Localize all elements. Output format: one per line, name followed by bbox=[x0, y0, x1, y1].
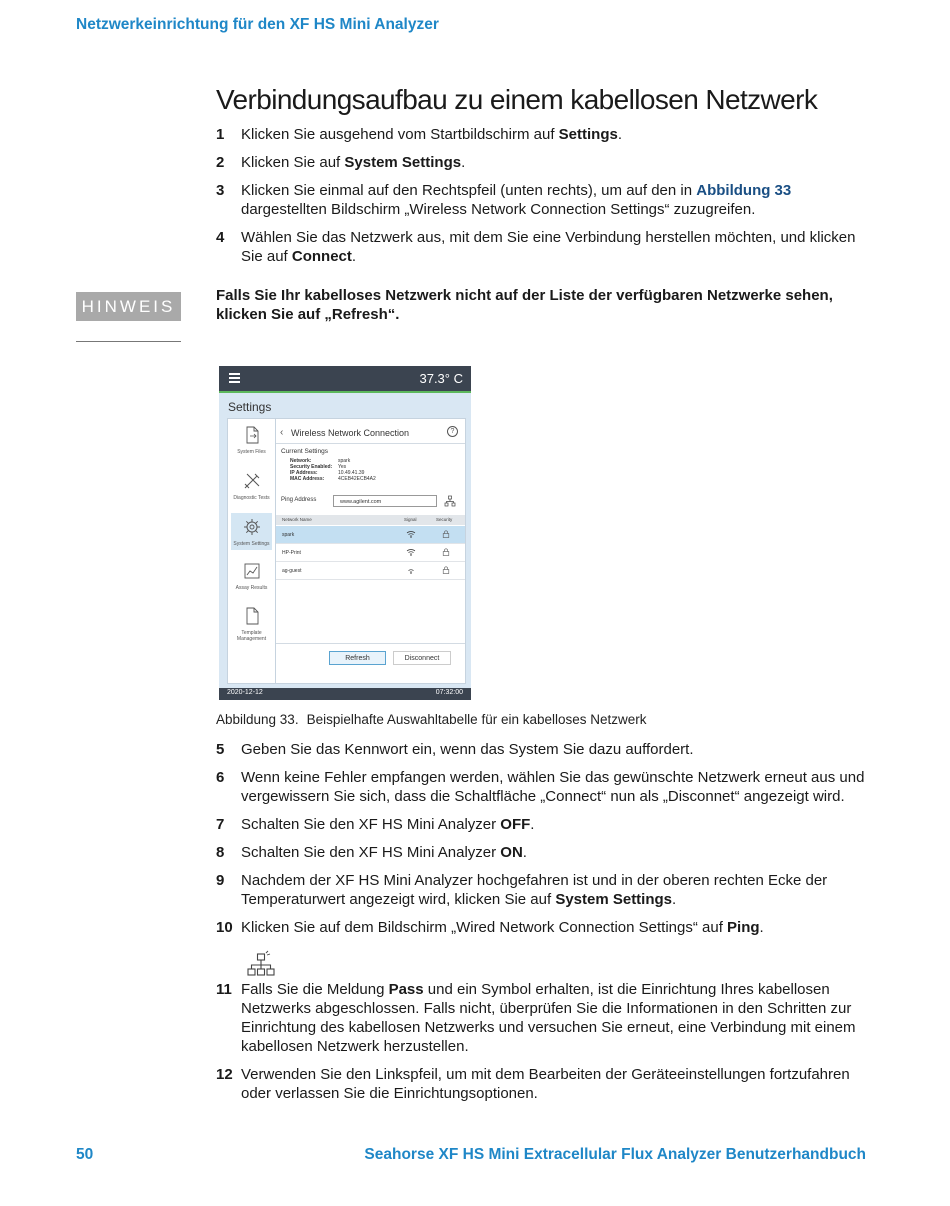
running-header: Netzwerkeinrichtung für den XF HS Mini Analyzer bbox=[76, 16, 439, 33]
step-number: 2 bbox=[216, 154, 225, 171]
device-title-bar bbox=[219, 366, 471, 391]
step-text: Klicken Sie auf bbox=[241, 154, 345, 171]
refresh-button[interactable]: Refresh bbox=[329, 651, 386, 665]
figure-caption bbox=[216, 712, 647, 727]
settings-sidebar bbox=[228, 419, 276, 683]
step-1 bbox=[216, 125, 866, 144]
step-number: 8 bbox=[216, 844, 225, 861]
device-screenshot bbox=[219, 366, 471, 700]
step-text: Schalten Sie den XF HS Mini Analyzer bbox=[241, 816, 501, 833]
page-number: 50 bbox=[76, 1146, 94, 1163]
caption-label: Abbildung 33. bbox=[216, 712, 299, 727]
step-2 bbox=[216, 153, 866, 172]
ping-address-label: Ping Address bbox=[281, 497, 317, 503]
step-bold: Pass bbox=[388, 981, 424, 998]
sidebar-item-template-management[interactable] bbox=[231, 606, 272, 642]
figure-link[interactable]: Abbildung 33 bbox=[696, 182, 792, 199]
step-text-end: und ein Symbol erhalten, ist die Einrichtung Ihres kabellosen Netzwerks abgeschlossen. Falls nicht, überprüfen Sie die Informationen in den Schritten zur Einrichtung des kabellosen Netzwerks und versuchen Sie erneut, eine Verbindung mit einem kabellosen Netzwerk herzustellen. bbox=[241, 981, 856, 1055]
temperature-readout: 37.3° C bbox=[419, 371, 463, 386]
disconnect-button[interactable]: Disconnect bbox=[393, 651, 451, 665]
setting-value: 10.49.41.39 bbox=[338, 470, 365, 476]
device-status-bar bbox=[219, 688, 471, 700]
step-text: Falls Sie die Meldung bbox=[241, 981, 389, 998]
gear-icon bbox=[242, 517, 262, 537]
network-name: spark bbox=[282, 532, 295, 538]
step-text: Klicken Sie einmal auf den Rechtspfeil (unten rechts), um auf den in bbox=[241, 182, 697, 199]
wifi-signal-icon bbox=[406, 566, 416, 574]
setting-key: Network: bbox=[290, 458, 312, 464]
step-text: Klicken Sie auf dem Bildschirm „Wired Network Connection Settings“ auf bbox=[241, 919, 728, 936]
step-number: 3 bbox=[216, 182, 225, 199]
divider bbox=[276, 443, 465, 444]
step-text: Verwenden Sie den Linkspfeil, um mit dem Bearbeiten der Geräteeinstellungen fortzufahren oder verlassen Sie die Einrichtungsoptionen. bbox=[241, 1066, 850, 1102]
device-date: 2020-12-12 bbox=[227, 689, 263, 696]
step-bold: Connect bbox=[291, 248, 352, 265]
step-11 bbox=[216, 980, 866, 1056]
network-row-ag-guest[interactable] bbox=[276, 562, 465, 580]
network-row-hp-print[interactable] bbox=[276, 544, 465, 562]
lock-icon bbox=[442, 566, 450, 574]
sidebar-item-assay-results[interactable] bbox=[231, 561, 272, 591]
sidebar-item-label: Assay Results bbox=[235, 585, 268, 591]
col-network-name: Network Name bbox=[282, 517, 312, 522]
sidebar-item-label: System Settings bbox=[233, 541, 270, 547]
screen-title: Wireless Network Connection bbox=[291, 428, 410, 438]
setting-key: Security Enabled: bbox=[290, 464, 333, 470]
hamburger-menu-icon[interactable] bbox=[229, 373, 240, 383]
step-text: Nachdem der XF HS Mini Analyzer hochgefahren ist und in der oberen rechten Ecke der Temperaturwert angezeigt wird, klicken Sie auf bbox=[241, 872, 828, 908]
setting-value: spark bbox=[338, 458, 351, 464]
sidebar-item-label: Diagnostic Tests bbox=[233, 495, 270, 501]
step-number: 10 bbox=[216, 919, 233, 936]
step-text: Wählen Sie das Netzwerk aus, mit dem Sie eine Verbindung herstellen möchten, und klicken Sie auf bbox=[241, 229, 856, 265]
step-number: 6 bbox=[216, 769, 225, 786]
ping-network-icon[interactable] bbox=[444, 495, 456, 507]
step-text-end: . bbox=[617, 126, 623, 143]
col-signal: Signal bbox=[404, 517, 417, 522]
step-text-end: . bbox=[351, 248, 357, 265]
setting-mac bbox=[290, 476, 376, 482]
sidebar-item-system-files[interactable] bbox=[231, 425, 272, 455]
ping-address-input[interactable]: www.agilent.com bbox=[333, 495, 437, 507]
step-text-end: . bbox=[759, 919, 764, 936]
note-text: Falls Sie Ihr kabelloses Netzwerk nicht auf der Liste der verfügbaren Netzwerke sehen, klicken Sie auf „Refresh“. bbox=[216, 287, 833, 323]
setting-key: MAC Address: bbox=[290, 476, 325, 482]
settings-title: Settings bbox=[228, 400, 272, 414]
step-10 bbox=[216, 918, 866, 937]
step-text-end: . bbox=[522, 844, 527, 861]
footer-title: Seahorse XF HS Mini Extracellular Flux Analyzer Benutzerhandbuch bbox=[364, 1146, 866, 1163]
step-3 bbox=[216, 181, 866, 219]
step-5 bbox=[216, 740, 866, 759]
step-text: Klicken Sie ausgehend vom Startbildschirm auf bbox=[241, 126, 559, 143]
lock-icon bbox=[442, 530, 450, 538]
step-text: Geben Sie das Kennwort ein, wenn das System Sie dazu auffordert. bbox=[241, 741, 694, 758]
sidebar-item-label: Template Management bbox=[236, 630, 267, 642]
setting-value: 4CEB42ECB4A2 bbox=[338, 476, 376, 482]
step-text: Wenn keine Fehler empfangen werden, wählen Sie das gewünschte Netzwerk erneut aus und vergewissern Sie sich, dass die Schaltfläche „Connect“ nun als „Disconnet“ angezeigt wird. bbox=[241, 769, 865, 805]
setting-key: IP Address: bbox=[290, 470, 318, 476]
document-icon bbox=[242, 606, 262, 626]
col-security: Security bbox=[436, 517, 453, 522]
sidebar-item-label: System Files bbox=[237, 449, 266, 455]
step-text: Schalten Sie den XF HS Mini Analyzer bbox=[241, 844, 501, 861]
settings-panel bbox=[227, 418, 466, 684]
step-number: 9 bbox=[216, 872, 225, 889]
step-bold: ON bbox=[500, 844, 523, 861]
step-text-end: . bbox=[461, 154, 466, 171]
step-text-end: . bbox=[530, 816, 535, 833]
step-7 bbox=[216, 815, 866, 834]
step-8 bbox=[216, 843, 866, 862]
step-bold: System Settings bbox=[555, 891, 673, 908]
file-icon bbox=[242, 425, 262, 445]
help-icon[interactable]: ? bbox=[447, 426, 458, 437]
step-9 bbox=[216, 871, 866, 909]
network-table-header bbox=[276, 515, 465, 525]
step-number: 1 bbox=[216, 126, 225, 143]
step-12 bbox=[216, 1065, 866, 1103]
network-name: HP-Print bbox=[282, 550, 301, 556]
step-number: 12 bbox=[216, 1066, 233, 1083]
step-text-end: . bbox=[672, 891, 677, 908]
note-divider bbox=[76, 341, 181, 342]
sidebar-item-system-settings[interactable] bbox=[231, 513, 272, 550]
chart-icon bbox=[242, 561, 262, 581]
note-label: HINWEIS bbox=[76, 292, 181, 321]
lock-icon bbox=[442, 548, 450, 556]
step-bold: OFF bbox=[500, 816, 531, 833]
wifi-signal-icon bbox=[406, 530, 416, 538]
wireless-connection-content bbox=[276, 419, 465, 683]
caption-text: Beispielhafte Auswahltabelle für ein kabelloses Netzwerk bbox=[306, 712, 647, 727]
device-time: 07:32:00 bbox=[435, 689, 463, 696]
back-arrow-icon[interactable]: ‹ bbox=[280, 427, 284, 438]
network-row-spark[interactable] bbox=[276, 526, 465, 544]
setting-value: Yes bbox=[338, 464, 347, 470]
status-stripe bbox=[219, 391, 471, 393]
step-number: 7 bbox=[216, 816, 225, 833]
step-text-end: dargestellten Bildschirm „Wireless Network Connection Settings“ zuzugreifen. bbox=[241, 201, 756, 218]
step-bold: Settings bbox=[558, 126, 618, 143]
network-name: ag-guest bbox=[282, 568, 302, 574]
sidebar-item-diagnostic-tests[interactable] bbox=[231, 471, 272, 501]
step-number: 5 bbox=[216, 741, 225, 758]
current-settings-label: Current Settings bbox=[281, 448, 328, 455]
wifi-signal-icon bbox=[406, 548, 416, 556]
step-bold: System Settings bbox=[344, 154, 462, 171]
divider bbox=[276, 643, 465, 644]
step-number: 11 bbox=[216, 981, 232, 998]
step-number: 4 bbox=[216, 229, 225, 246]
step-bold: Ping bbox=[727, 919, 760, 936]
tools-icon bbox=[242, 471, 262, 491]
step-4 bbox=[216, 228, 866, 266]
step-6 bbox=[216, 768, 866, 806]
ping-pass-network-icon bbox=[247, 950, 275, 976]
section-heading: Verbindungsaufbau zu einem kabellosen Netzwerk bbox=[216, 84, 818, 115]
